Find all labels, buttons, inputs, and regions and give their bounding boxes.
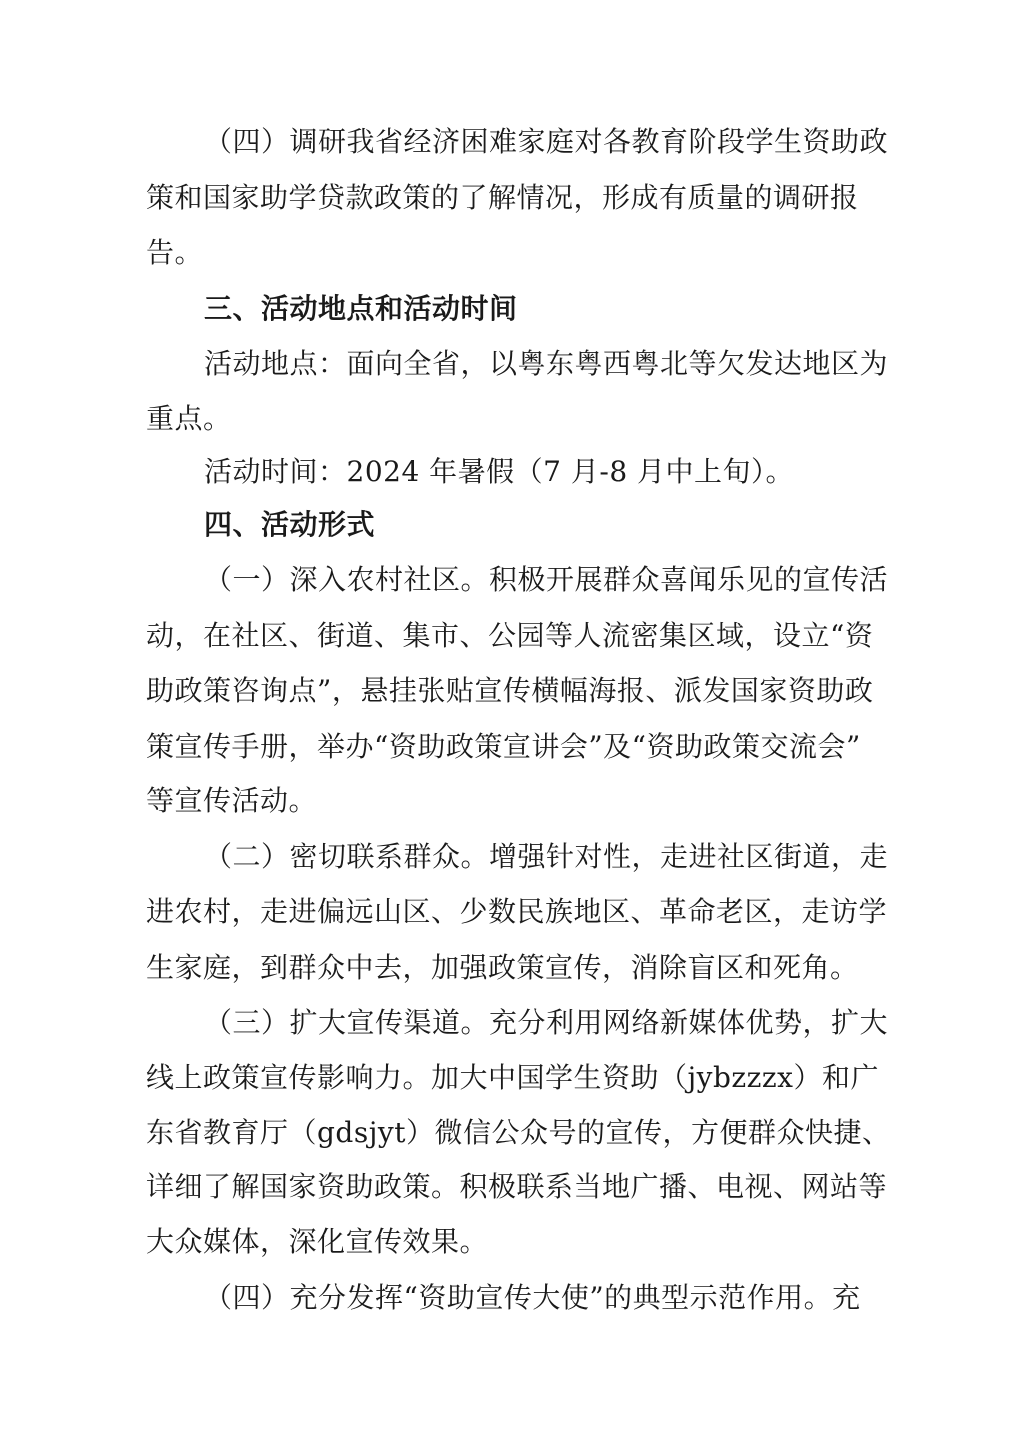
form-1-line-3: 助政策咨询点”，悬挂张贴宣传横幅海报、派发国家资助政 <box>146 674 874 707</box>
time-line: 活动时间：2024 年暑假（7 月-8 月中上旬）。 <box>204 455 795 488</box>
form-3-line-3: 东省教育厅（gdsjyt）微信公众号的宣传，方便群众快捷、 <box>146 1116 891 1149</box>
paragraph-4-line-3: 告。 <box>146 236 204 269</box>
form-2-line-3: 生家庭，到群众中去，加强政策宣传，消除盲区和死角。 <box>146 951 859 984</box>
form-3-line-2: 线上政策宣传影响力。加大中国学生资助（jybzzzx）和广 <box>146 1061 879 1094</box>
form-1-line-1: （一）深入农村社区。积极开展群众喜闻乐见的宣传活 <box>204 563 889 596</box>
form-1-line-5: 等宣传活动。 <box>146 784 318 817</box>
section-heading-4: 四、活动形式 <box>204 508 376 541</box>
form-4-line-1: （四）充分发挥“资助宣传大使”的典型示范作用。充 <box>204 1281 861 1314</box>
location-line-1: 活动地点：面向全省，以粤东粤西粤北等欠发达地区为 <box>204 347 889 380</box>
paragraph-4-line-2: 策和国家助学贷款政策的了解情况，形成有质量的调研报 <box>146 181 859 214</box>
form-1-line-2: 动，在社区、街道、集市、公园等人流密集区域，设立“资 <box>146 619 874 652</box>
location-line-2: 重点。 <box>146 402 232 435</box>
form-3-line-5: 大众媒体，深化宣传效果。 <box>146 1225 489 1258</box>
form-2-line-2: 进农村，走进偏远山区、少数民族地区、革命老区，走访学 <box>146 895 888 928</box>
form-3-line-1: （三）扩大宣传渠道。充分利用网络新媒体优势，扩大 <box>204 1006 889 1039</box>
section-heading-3: 三、活动地点和活动时间 <box>204 292 518 325</box>
paragraph-4-line-1: （四）调研我省经济困难家庭对各教育阶段学生资助政 <box>204 125 889 158</box>
form-2-line-1: （二）密切联系群众。增强针对性，走进社区街道，走 <box>204 840 889 873</box>
form-3-line-4: 详细了解国家资助政策。积极联系当地广播、电视、网站等 <box>146 1170 888 1203</box>
form-1-line-4: 策宣传手册，举办“资助政策宣讲会”及“资助政策交流会” <box>146 730 861 763</box>
